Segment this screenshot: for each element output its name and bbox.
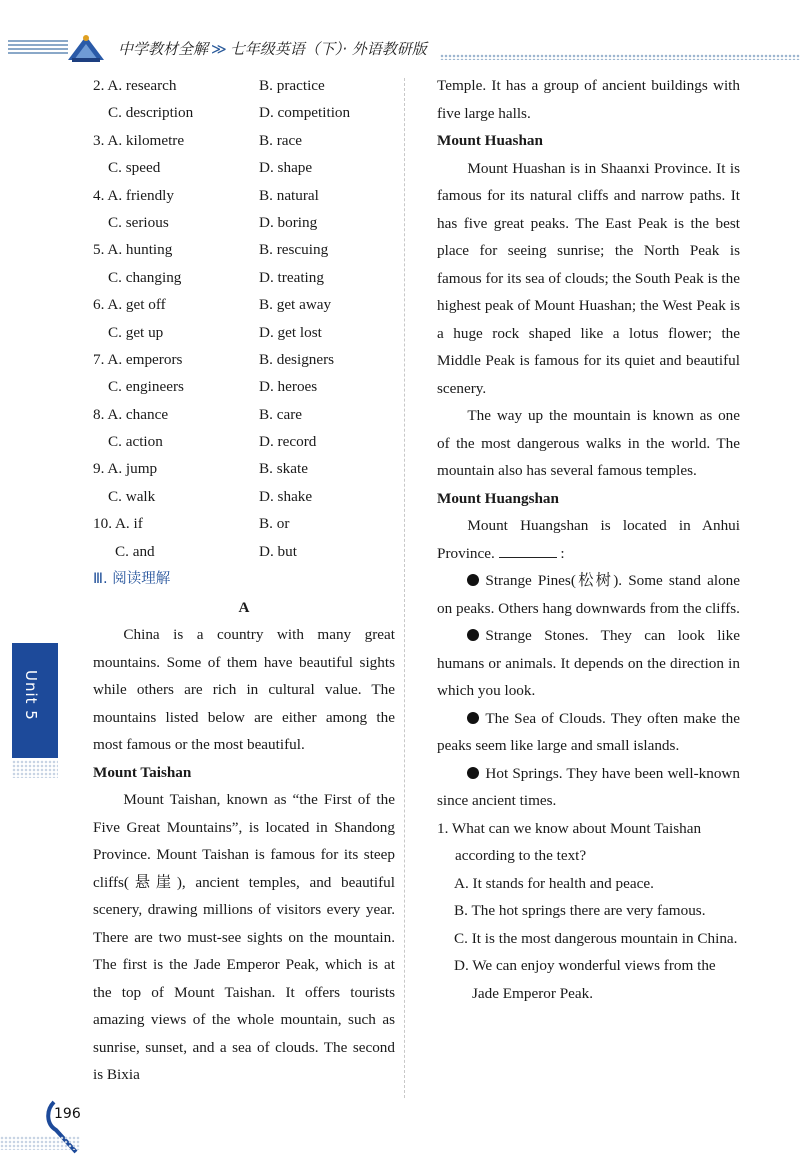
bottom-dots [0, 1136, 80, 1150]
option-right: D. boring [259, 213, 318, 231]
unit-tab-label: Unit 5 [22, 670, 40, 721]
option-right: D. competition [259, 104, 351, 122]
page-number: 196 [54, 1106, 81, 1122]
bullet-dot-icon [467, 767, 479, 779]
huangshan-heading: Mount Huangshan [437, 489, 559, 507]
answer-blank[interactable] [499, 543, 557, 558]
intro-paragraph: China is a country with many great mountains. Some of them have beautiful sights while others are rich in cultural value. The mountains listed below are either among the most famous or the most beautiful. [93, 626, 395, 754]
option-left: C. changing [108, 268, 182, 286]
option-left: C. get up [108, 323, 164, 341]
question-options [437, 870, 740, 1008]
option-right: D. record [259, 433, 317, 451]
option-left: C. and [115, 542, 155, 560]
option-left: 7. A. emperors [93, 350, 183, 368]
option-right: B. race [259, 131, 303, 149]
huashan-paragraph-1: Mount Huashan is in Shaanxi Province. It is famous for its natural cliffs and narrow paths. It has five great peaks. The East Peak is the best place for seeing sunrise; the North Peak is famous for its sea of clouds; the South Peak is the highest peak of Mount Huashan; the West Peak is a huge rock shaped like a lotus flower; the Middle Peak is famous for its quiet and beautiful scenery. [437, 159, 740, 397]
bullet-dot-icon [467, 712, 479, 724]
huashan-paragraph-2: The way up the mountain is known as one of the most dangerous walks in the world. The mountain also has several famous temples. [437, 407, 740, 479]
option-left: 5. A. hunting [93, 241, 173, 259]
option-left: C. speed [108, 159, 161, 177]
option-row [93, 538, 395, 565]
bullet-text: Strange Pines(松树). Some stand alone on peaks. Others hang downwards from the cliffs. [437, 572, 740, 617]
option-row [93, 401, 395, 428]
bullet-text: Strange Stones. They can look like humans or animals. It depends on the direction in which you look. [437, 627, 740, 699]
option-left: C. action [108, 433, 163, 451]
bullet-item [437, 567, 740, 622]
option-right: D. get lost [259, 323, 322, 341]
option-left: 2. A. research [93, 77, 177, 94]
column-divider [404, 78, 405, 1098]
taishan-paragraph: Mount Taishan, known as “the First of the Five Great Mountains”, is located in Shandong Province. Mount Taishan is famous for its steep cliffs(悬崖), ancient temples, and beautiful scenery, drawing millions of visitors every year. There are two must-see sights on the mountain. The first is the Jade Emperor Peak, which is at the top of Mount Taishan. It offers tourists amazing views of the whole mountain, such as sunrise, sunset, and a sea of clouds. The second is Bixia [93, 791, 395, 1084]
option-right: B. care [259, 405, 303, 423]
option-row [93, 209, 395, 236]
huangshan-bullets [437, 567, 740, 815]
option-row [93, 373, 395, 400]
header-dots [440, 54, 800, 60]
option-right: D. treating [259, 268, 324, 286]
option-row [93, 182, 395, 209]
option-right: B. rescuing [259, 241, 329, 259]
option-right: D. shape [259, 159, 313, 177]
bullet-item [437, 760, 740, 815]
option-right: B. skate [259, 460, 308, 478]
left-column [93, 72, 395, 1089]
option-left: 4. A. friendly [93, 186, 174, 204]
option-left: C. walk [108, 487, 156, 505]
option-left: 10. A. if [93, 515, 143, 533]
right-column [437, 72, 740, 1007]
bullet-item [437, 622, 740, 705]
question-option: C. It is the most dangerous mountain in China. [454, 929, 738, 947]
question-option: A. It stands for health and peace. [454, 874, 654, 892]
option-right: D. heroes [259, 378, 318, 396]
option-row [93, 319, 395, 346]
huashan-heading: Mount Huashan [437, 132, 543, 149]
option-right: B. natural [259, 186, 319, 204]
option-row [93, 264, 395, 291]
option-left: 8. A. chance [93, 405, 169, 423]
option-right: D. shake [259, 487, 313, 505]
page-header [0, 30, 800, 66]
option-row [93, 236, 395, 263]
bullet-text: The Sea of Clouds. They often make the peaks seem like large and small islands. [437, 709, 740, 754]
question-option: B. The hot springs there are very famous. [454, 902, 706, 919]
option-left: 3. A. kilometre [93, 131, 185, 149]
bullet-dot-icon [467, 574, 479, 586]
section-title: Ⅲ. 阅读理解 [93, 571, 171, 588]
option-row [93, 127, 395, 154]
option-right: D. but [259, 542, 297, 560]
header-title: 中学教材全解 ≫ 七年级英语（下）· 外语教研版 [118, 40, 427, 58]
options-list [93, 72, 395, 565]
side-dots [12, 760, 58, 778]
option-left: 6. A. get off [93, 296, 166, 314]
option-row [93, 99, 395, 126]
option-right: B. get away [259, 296, 332, 314]
bullet-dot-icon [467, 629, 479, 641]
option-row [93, 72, 395, 99]
option-left: C. description [108, 104, 194, 122]
option-right: B. or [259, 515, 290, 533]
option-row [93, 154, 395, 181]
bullet-text: Hot Springs. They have been well-known since ancient times. [437, 764, 740, 809]
header-stripes [8, 40, 68, 56]
option-row [93, 455, 395, 482]
option-right: B. practice [259, 77, 325, 94]
option-row [93, 510, 395, 537]
option-row [93, 291, 395, 318]
option-left: 9. A. jump [93, 460, 158, 478]
option-left: C. engineers [108, 378, 184, 396]
option-row [93, 428, 395, 455]
taishan-paragraph-continued: Temple. It has a group of ancient buildings with five large halls. [437, 77, 740, 122]
question-option: D. We can enjoy wonderful views from the Jade Emperor Peak. [454, 957, 716, 1002]
option-right: B. designers [259, 350, 335, 368]
huangshan-paragraph: Mount Huangshan is located in Anhui Province. : [437, 517, 740, 562]
bullet-item [437, 705, 740, 760]
question-stem: 1. What can we know about Mount Taishan according to the text? [437, 819, 702, 864]
option-row [93, 346, 395, 373]
passage-label: A [238, 598, 250, 616]
option-row [93, 483, 395, 510]
book-logo-icon [64, 30, 108, 64]
option-left: C. serious [108, 213, 169, 231]
taishan-heading: Mount Taishan [93, 763, 192, 781]
